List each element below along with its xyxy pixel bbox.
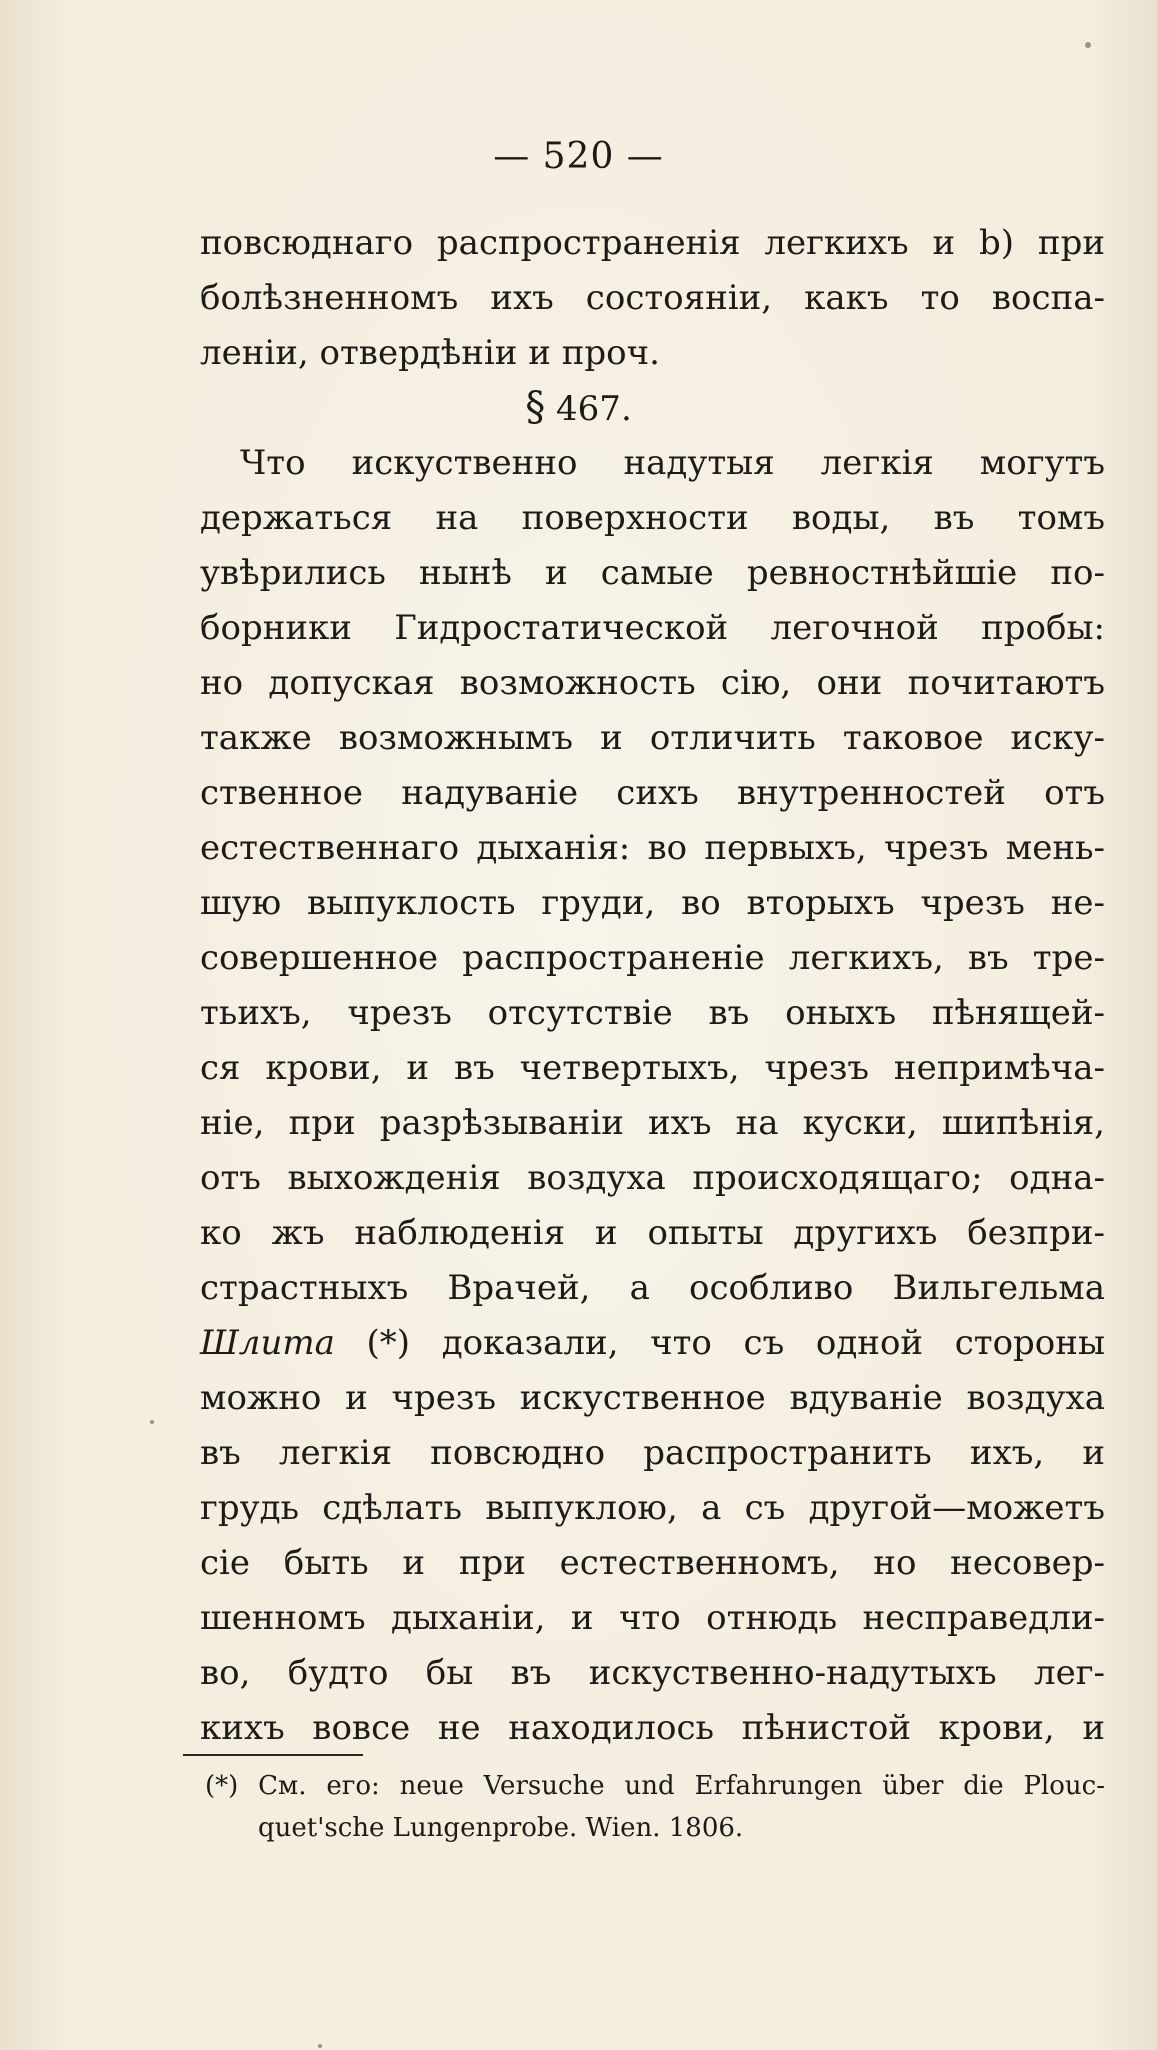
text-line: тьихъ, чрезъ отсутствіе въ оныхъ пѣнящей- [200,993,1105,1033]
text-line: страстныхъ Врачей, а особливо Вильгельма [200,1268,1105,1308]
text-line: во, будто бы въ искуственно-надутыхъ лег- [200,1653,1105,1693]
text-line: Что искуственно надутыя легкія могутъ [240,443,1105,483]
text-line-with-name [200,1321,1105,1365]
paper-speck [318,2044,322,2048]
text-line: болѣзненномъ ихъ состояніи, какъ то воспа- [200,278,1105,318]
footnote-rule [183,1754,363,1756]
section-mark: § [525,384,546,430]
text-line: въ легкія повсюдно распространить ихъ, и [200,1433,1105,1473]
text-line: шенномъ дыханіи, и что отнюдь несправедли- [200,1598,1105,1638]
text-line: грудь сдѣлать выпуклою, а съ другой—можетъ [200,1488,1105,1528]
section-heading [0,384,1157,430]
paper-speck [150,1420,154,1424]
author-name: Шлита [200,1323,335,1363]
text-line: борники Гидростатической легочной пробы: [200,608,1105,648]
page-number: — 520 — [493,136,664,177]
text-line: леніи, отвердѣніи и проч. [200,333,660,373]
footnote-line: (*) См. его: neue Versuche und Erfahrungen über die Plouc- [205,1771,1105,1801]
text-line: увѣрились нынѣ и самые ревностнѣйшіе по- [200,553,1105,593]
text-line: естественнаго дыханія: во первыхъ, чрезъ мень- [200,828,1105,868]
text-line: повсюднаго распространенія легкихъ и b) при [200,223,1105,263]
text-fragment: (*) доказали, что съ одной стороны [366,1323,1106,1363]
paper-speck [1085,42,1091,48]
text-line: кихъ вовсе не находилось пѣнистой крови, и [200,1708,1105,1748]
section-number: 467. [556,389,632,429]
text-line: отъ выхожденія воздуха происходящаго; одна- [200,1158,1105,1198]
text-line: но допуская возможность сію, они почитаютъ [200,663,1105,703]
text-line: также возможнымъ и отличить таковое иску- [200,718,1105,758]
text-line: держаться на поверхности воды, въ томъ [200,498,1105,538]
text-line: сіе быть и при естественномъ, но несовер- [200,1543,1105,1583]
text-line: ственное надуваніе сихъ внутренностей отъ [200,773,1105,813]
text-line: шую выпуклость груди, во вторыхъ чрезъ не- [200,883,1105,923]
text-line: можно и чрезъ искуственное вдуваніе воздуха [200,1378,1105,1418]
text-line: ніе, при разрѣзываніи ихъ на куски, шипѣнія, [200,1103,1105,1143]
text-line: ко жъ наблюденія и опыты другихъ безпри- [200,1213,1105,1253]
text-line: ся крови, и въ четвертыхъ, чрезъ непримѣча- [200,1048,1105,1088]
text-line: совершенное распространеніе легкихъ, въ тре- [200,938,1105,978]
footnote-line: quet'sche Lungenprobe. Wien. 1806. [258,1813,744,1843]
